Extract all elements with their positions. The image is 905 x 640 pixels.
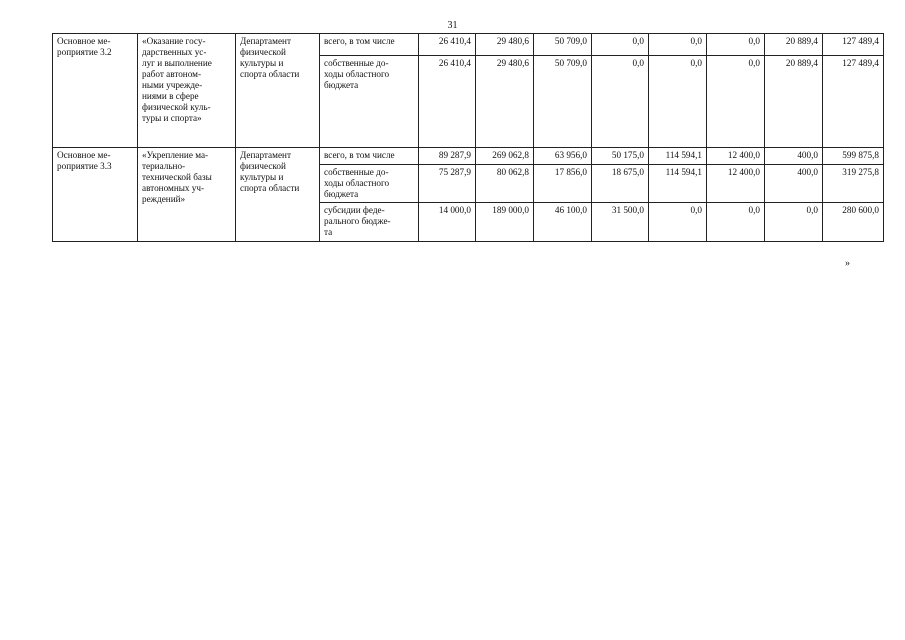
source-cell: всего, в том числе [320, 148, 419, 165]
value-cell: 80 062,8 [476, 165, 534, 203]
value-cell: 114 594,1 [649, 165, 707, 203]
value-cell: 400,0 [765, 148, 823, 165]
value-cell: 0,0 [707, 203, 765, 242]
executor-cell: Департамент физической культуры и спорта области [236, 148, 320, 242]
executor-cell: Департамент физической культуры и спорта области [236, 34, 320, 148]
budget-table-body [53, 34, 884, 242]
name-cell: «Оказание госу- дарственных ус- луг и выполнение работ автоном- ными учрежде- ниями в сфере физической куль- туры и спорта» [138, 34, 236, 148]
value-cell: 29 480,6 [476, 56, 534, 148]
value-cell: 0,0 [649, 34, 707, 56]
value-cell: 0,0 [592, 34, 649, 56]
value-cell: 26 410,4 [419, 56, 476, 148]
value-cell: 127 489,4 [823, 34, 884, 56]
value-cell: 17 856,0 [534, 165, 592, 203]
page-number: 31 [447, 20, 458, 31]
activity-cell: Основное ме- роприятие 3.2 [53, 34, 138, 148]
value-cell: 0,0 [649, 203, 707, 242]
value-cell: 50 709,0 [534, 34, 592, 56]
value-cell: 63 956,0 [534, 148, 592, 165]
budget-table [52, 33, 884, 242]
source-cell: собственные до- ходы областного бюджета [320, 56, 419, 148]
source-cell: всего, в том числе [320, 34, 419, 56]
value-cell: 0,0 [765, 203, 823, 242]
value-cell: 46 100,0 [534, 203, 592, 242]
value-cell: 20 889,4 [765, 34, 823, 56]
value-cell: 29 480,6 [476, 34, 534, 56]
value-cell: 114 594,1 [649, 148, 707, 165]
closing-quote: » [845, 258, 850, 269]
source-cell: собственные до- ходы областного бюджета [320, 165, 419, 203]
table-row [53, 148, 884, 165]
value-cell: 31 500,0 [592, 203, 649, 242]
value-cell: 75 287,9 [419, 165, 476, 203]
activity-cell: Основное ме- роприятие 3.3 [53, 148, 138, 242]
value-cell: 280 600,0 [823, 203, 884, 242]
name-cell: «Укрепление ма- териально- технической базы автономных уч- реждений» [138, 148, 236, 242]
value-cell: 0,0 [707, 34, 765, 56]
value-cell: 12 400,0 [707, 148, 765, 165]
value-cell: 599 875,8 [823, 148, 884, 165]
value-cell: 0,0 [707, 56, 765, 148]
value-cell: 26 410,4 [419, 34, 476, 56]
value-cell: 50 709,0 [534, 56, 592, 148]
value-cell: 18 675,0 [592, 165, 649, 203]
value-cell: 0,0 [592, 56, 649, 148]
value-cell: 319 275,8 [823, 165, 884, 203]
value-cell: 50 175,0 [592, 148, 649, 165]
value-cell: 269 062,8 [476, 148, 534, 165]
value-cell: 189 000,0 [476, 203, 534, 242]
table-row [53, 34, 884, 56]
value-cell: 20 889,4 [765, 56, 823, 148]
value-cell: 400,0 [765, 165, 823, 203]
source-cell: субсидии феде- рального бюдже- та [320, 203, 419, 242]
value-cell: 12 400,0 [707, 165, 765, 203]
value-cell: 14 000,0 [419, 203, 476, 242]
value-cell: 0,0 [649, 56, 707, 148]
value-cell: 89 287,9 [419, 148, 476, 165]
value-cell: 127 489,4 [823, 56, 884, 148]
